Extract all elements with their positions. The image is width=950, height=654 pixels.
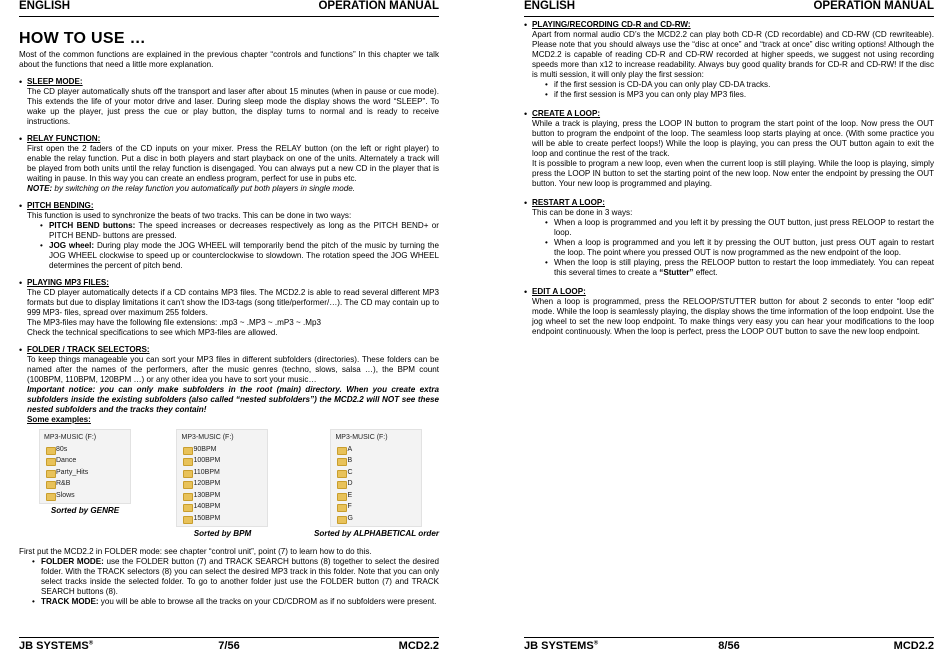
folder-icon-item: 100BPM — [181, 455, 263, 467]
folder-icon-item: D — [335, 478, 417, 490]
brand-name: JB SYSTEMS — [19, 640, 89, 652]
page-header — [19, 0, 439, 17]
folder-icon-item: 80s — [44, 444, 126, 456]
folder-icon-item: 140BPM — [181, 501, 263, 513]
section-edit-loop — [524, 287, 934, 337]
header-language: ENGLISH — [524, 0, 576, 12]
footer-brand — [524, 640, 661, 652]
folder-icon-item: C — [335, 467, 417, 479]
folder-icon-item: B — [335, 455, 417, 467]
page-footer — [524, 637, 934, 652]
section-pitch-bending — [19, 201, 439, 271]
page-footer — [19, 637, 439, 652]
section-title: • PLAYING MP3 FILES: — [27, 278, 110, 287]
folder-icon-item: 130BPM — [181, 490, 263, 502]
item-label: PITCH BEND buttons: — [49, 221, 136, 230]
folder-icon-item: 90BPM — [181, 444, 263, 456]
list-item — [19, 557, 439, 597]
folder-icon-item: Party_Hits — [44, 467, 126, 479]
page-title: HOW TO USE … — [19, 30, 146, 47]
section-title: • PITCH BENDING: — [27, 201, 94, 210]
folder-icon-item: A — [335, 444, 417, 456]
folder-icon-item: 110BPM — [181, 467, 263, 479]
section-text: The MP3-files may have the following file extensions: .mp3 ~ .MP3 ~ .mP3 ~ .Mp3 — [27, 318, 321, 327]
section-text: To keep things manageable you can sort your MP3 files in different subfolders (directories). These folders can be named after the names of the performers, after the music genres (techno, slows, salsa …), the BPM count (100BPM, 110BPM, 120BPM …) or any other idea you have to sort your music… — [27, 355, 439, 384]
section-text: First open the 2 faders of the CD inputs on your mixer. Press the RELAY button (on the left or right player) to enable the relay function. Put a disc in both players and start playback on one of the units. Alternately a track will be played from both units until the relay function is disengaged. You can always put a new CD in the player that is waiting in pause. In this way you can create an endless program, perfect for use in pubs etc. — [27, 144, 439, 183]
item-label: JOG wheel: — [49, 241, 95, 250]
folder-icon-item: Slows — [44, 490, 126, 502]
section-title: • PLAYING/RECORDING CD-R and CD-RW: — [532, 20, 691, 29]
item-text: use the FOLDER button (7) and TRACK SEARCH buttons (8) together to select the desired folder. With the TRACK selectors (8) you can select the desired MP3 track in this folder. Note that you can only select tracks inside the selected folder. To go to another folder just use the FOLDER button (7) and TRACK SEARCH buttons (8). — [41, 557, 440, 596]
folder-icon-item: G — [335, 513, 417, 525]
footer-brand — [19, 640, 159, 652]
folder-icon-item: 120BPM — [181, 478, 263, 490]
section-title: • RESTART A LOOP: — [532, 198, 605, 207]
folder-icon-item: Dance — [44, 455, 126, 467]
section-text: Check the technical specifications to see which MP3-files are allowed. — [27, 328, 278, 337]
notice-label: Important notice: — [27, 385, 96, 394]
folder-icon-item: 150BPM — [181, 513, 263, 525]
section-create-loop — [524, 109, 934, 189]
item-text: During play mode the JOG WHEEL will temporarily bend the pitch of the music by turning the JOG WHEEL clockwise to speed up or counterclockwise to slowdown. The rotation speed the JOG WHEEL determines the percent of pitch bend. — [49, 241, 440, 270]
section-relay-function — [19, 134, 439, 194]
item-text: you will be able to browse all the tracks on your CD/CDROM as if no subfolders were present. — [98, 597, 437, 606]
list-item — [19, 597, 439, 607]
header-manual-title: OPERATION MANUAL — [813, 0, 934, 12]
folder-example-bpm — [176, 429, 268, 539]
drive-root: MP3-MUSIC (F:) — [335, 434, 388, 441]
list-item — [27, 221, 439, 241]
page-number: 8/56 — [718, 640, 740, 652]
item-text: When the loop is still playing, press the RELOOP button to restart the loop immediately. You can repeat this several times to create a — [554, 258, 934, 277]
note-text: by switching on the relay function you automatically put both players in single mode. — [52, 184, 355, 193]
drive-root: MP3-MUSIC (F:) — [44, 434, 97, 441]
folder-tree — [39, 429, 131, 504]
section-playing-mp3 — [19, 278, 439, 338]
folder-mode-intro: First put the MCD2.2 in FOLDER mode: see chapter “control unit”, point (7) to learn how to do this. — [19, 547, 372, 556]
item-label: TRACK MODE: — [41, 597, 99, 606]
section-sleep-mode — [19, 77, 439, 127]
page-content — [19, 24, 439, 607]
intro-text: Most of the common functions are explained in the previous chapter “controls and functions” In this chapter we talk about the functions that need a little more explanation. — [19, 50, 439, 69]
note-label: NOTE: — [27, 184, 53, 193]
registered-mark: ® — [593, 640, 599, 647]
footer-model: MCD2.2 — [398, 640, 439, 652]
header-language: ENGLISH — [19, 0, 71, 12]
section-title: • SLEEP MODE: — [27, 77, 83, 86]
list-item — [532, 258, 934, 278]
list-item: • if the first session is MP3 you can only play MP3 files. — [532, 90, 934, 100]
section-title: • CREATE A LOOP: — [532, 109, 601, 118]
section-text: While a track is playing, press the LOOP IN button to program the start point of the loop. Now press the OUT button to program the endpoint of the loop. The seamless loop starts playing at once. (With some practice you will be able to create perfect loops!) While the loop is playing, you can press the OUT button again to exit the loop and continue the rest of the track. — [532, 119, 934, 158]
registered-mark: ® — [88, 640, 94, 647]
section-text: When a loop is programmed, press the RELOOP/STUTTER button for about 2 seconds to enter “loop edit” mode. While the loop is seamlessly playing, the display shows the time information of the loop endpoint. Use the jog wheel to set the new loop endpoint. To make things very easy you can hear your modifications to the loop endpoint continuously. When the loop is perfect, press the LOOP OUT button to save the new loop endpoint. — [532, 297, 934, 336]
folder-example-genre — [39, 429, 131, 539]
header-manual-title: OPERATION MANUAL — [318, 0, 439, 12]
section-text: It is possible to program a new loop, even when the current loop is still playing. While the loop is playing, simply press the LOOP IN button to set the starting point of the new loop. Now enter the endpoint by pressing the OUT button. Your new loop is programmed and playing. — [532, 159, 934, 188]
section-cd-r-rw — [524, 20, 934, 100]
footer-model: MCD2.2 — [893, 640, 934, 652]
item-text: effect. — [693, 268, 718, 277]
folder-example-alpha — [314, 429, 439, 539]
section-title: • EDIT A LOOP: — [532, 287, 586, 296]
folder-examples — [19, 429, 439, 539]
folder-caption: Sorted by BPM — [193, 529, 252, 538]
folder-tree — [330, 429, 422, 527]
section-title: • FOLDER / TRACK SELECTORS: — [27, 345, 150, 354]
folder-caption: Sorted by GENRE — [50, 506, 120, 515]
list-item: • When a loop is programmed and you left it by pressing the OUT button, just press OUT again to restart the loop. The point where you pressed OUT is now programmed as the new endpoint of the loop. — [532, 238, 934, 258]
brand-name: JB SYSTEMS — [524, 640, 594, 652]
folder-icon-item: R&B — [44, 478, 126, 490]
section-restart-loop — [524, 198, 934, 278]
section-text: Apart from normal audio CD’s the MCD2.2 can play both CD-R (CD recordable) and CD-RW (CD rewriteable). Please note that you should always use the “disc at once” and “track at once” disc writing options! Although the MCD2.2 is capable of reading CD-R and CD-RW recorded at higher speeds, we suggest not using recording speeds more than x12 to increase readability. Always buy good quality brands for CD-R and CD-RW! If the disc is multi session, it will only play the first session: — [532, 30, 934, 79]
folder-caption: Sorted by ALPHABETICAL order — [313, 529, 439, 538]
list-item: • When a loop is programmed and you left it by pressing the OUT button, just press RELOOP to restart the loop. — [532, 218, 934, 238]
list-item: • if the first session is CD-DA you can only play CD-DA tracks. — [532, 80, 934, 90]
page-right — [524, 0, 934, 654]
notice-text: you can only make subfolders in the root (main) directory. When you create extra subfolders inside the existing subfolders (also called “nested subfolders”) the MCD2.2 will NOT see these nested subfolders and the tracks they contain! — [27, 385, 439, 414]
important-notice — [27, 385, 439, 415]
folder-icon-item: E — [335, 490, 417, 502]
examples-heading: Some examples: — [27, 415, 91, 424]
note — [27, 184, 439, 194]
drive-root: MP3-MUSIC (F:) — [181, 434, 234, 441]
section-text: The CD player automatically shuts off the transport and laser after about 15 minutes (when in pause or cue mode). This extends the life of your motor drive and laser. During sleep mode the display shows the word “SLEEP”. To wake up the player, just press the cue or play button, the display turns to normal and is ready to receive instructions. — [27, 87, 439, 126]
section-text: The CD player automatically detects if a CD contains MP3 files. The MCD2.2 is able to read several different MP3 formats but due to display limitations it can’t show the ID3-tags (song title/performer/…). The CD may contain up to 999 MP3- files, spread over maximum 255 folders. — [27, 288, 439, 317]
folder-tree — [176, 429, 268, 527]
section-folder-track — [19, 345, 439, 425]
page-left — [19, 0, 439, 654]
section-title: • RELAY FUNCTION: — [27, 134, 101, 143]
item-label: FOLDER MODE: — [41, 557, 104, 566]
stutter-term: “Stutter” — [659, 268, 694, 277]
section-text: This can be done in 3 ways: — [532, 208, 633, 217]
folder-icon-item: F — [335, 501, 417, 513]
page-number: 7/56 — [218, 640, 240, 652]
item-text: The speed increases or decreases respectively as long as the PITCH BEND+ or PITCH BEND- buttons are pressed. — [49, 221, 440, 240]
section-text: This function is used to synchronize the beats of two tracks. This can be done in two ways: — [27, 211, 352, 220]
page-content — [524, 13, 934, 337]
list-item — [27, 241, 439, 271]
